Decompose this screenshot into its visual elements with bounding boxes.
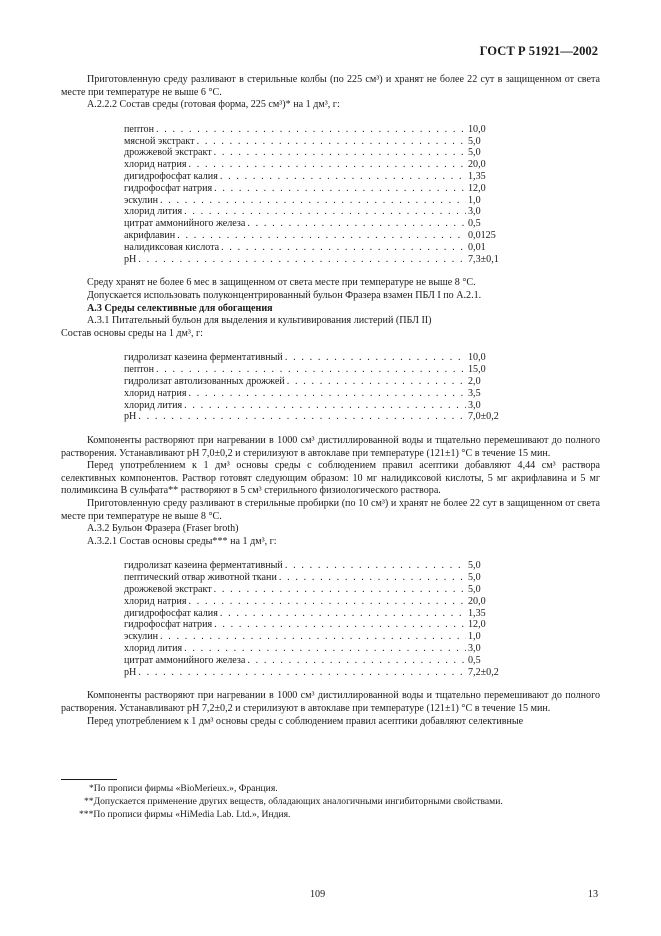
dot-leader [247, 655, 466, 668]
ingredient-amount: 5,0 [468, 560, 481, 572]
dot-leader [177, 230, 466, 243]
paragraph: Допускается использовать полуконцентрированный бульон Фразера взамен ПБЛ I по А.2.1. [87, 289, 482, 301]
dot-leader [214, 584, 466, 597]
dot-leader [197, 136, 466, 149]
ingredient-amount: 7,3±0,1 [468, 253, 499, 265]
dot-leader [160, 195, 466, 208]
ingredient-amount: 1,0 [468, 631, 481, 643]
dot-leader [189, 388, 467, 401]
ingredient-name: пептон [124, 123, 155, 135]
ingredient-amount: 3,0 [468, 643, 481, 655]
ingredient-name: гидролизат казеина ферментативный [124, 352, 283, 364]
composition-table-1 [124, 124, 520, 266]
composition-row [124, 254, 520, 266]
ingredient-amount: 0,01 [468, 241, 486, 253]
paragraph: Приготовленную среду разливают в стерильные колбы (по 225 см³) и хранят не более 22 сут в защищенном от света месте при температуре не выше 6 °С. [61, 74, 600, 98]
ingredient-amount: 5,0 [468, 135, 481, 147]
composition-row [124, 376, 520, 388]
composition-row [124, 655, 520, 667]
footnote-divider [61, 779, 117, 780]
ingredient-name: гидрофосфат натрия [124, 619, 213, 631]
ingredient-name: эскулин [124, 194, 159, 206]
ingredient-name: рН [124, 411, 137, 423]
paragraph: Компоненты растворяют при нагревании в 1000 см³ дистиллированной воды и тщательно перемешивают до полного растворения. Устанавливают рН 7,2±0,2 и стерилизуют в автоклаве при температуре (121±1) °С в течение 15 мин. [61, 690, 600, 714]
document-header: ГОСТ Р 51921—2002 [479, 44, 598, 58]
ingredient-amount: 10,0 [468, 123, 486, 135]
composition-row [124, 136, 520, 148]
composition-row [124, 560, 520, 572]
dot-leader [214, 619, 466, 632]
composition-row [124, 572, 520, 584]
composition-row [124, 619, 520, 631]
ingredient-amount: 5,0 [468, 147, 481, 159]
ingredient-amount: 20,0 [468, 159, 486, 171]
dot-leader [285, 560, 466, 573]
paragraph: А.2.2.2 Состав среды (готовая форма, 225 см³)* на 1 дм³, г: [87, 99, 340, 111]
ingredient-name: гидрофосфат натрия [124, 182, 213, 194]
dot-leader [221, 242, 466, 255]
composition-row [124, 667, 520, 679]
composition-row [124, 388, 520, 400]
page-number-center: 109 [310, 889, 326, 900]
composition-row [124, 206, 520, 218]
paragraph: Состав основы среды на 1 дм³, г: [61, 327, 203, 339]
ingredient-name: пептический отвар животной ткани [124, 572, 277, 584]
composition-row [124, 218, 520, 230]
dot-leader [214, 183, 466, 196]
ingredient-name: гидролизат казеина ферментативный [124, 560, 283, 572]
dot-leader [287, 376, 466, 389]
ingredient-amount: 0,5 [468, 654, 481, 666]
ingredient-amount: 12,0 [468, 619, 486, 631]
ingredient-amount: 5,0 [468, 584, 481, 596]
composition-row [124, 147, 520, 159]
dot-leader [160, 631, 466, 644]
ingredient-amount: 0,0125 [468, 229, 496, 241]
ingredient-name: акрифлавин [124, 229, 176, 241]
ingredient-name: пептон [124, 364, 155, 376]
document-body [61, 74, 600, 728]
dot-leader [184, 400, 466, 413]
dot-leader [247, 218, 466, 231]
footnote: *По прописи фирмы «BioMerieux.», Франция. [89, 783, 278, 794]
ingredient-amount: 10,0 [468, 352, 486, 364]
composition-row [124, 643, 520, 655]
dot-leader [138, 411, 466, 424]
ingredient-name: дигидрофосфат калия [124, 607, 218, 619]
ingredient-amount: 20,0 [468, 595, 486, 607]
dot-leader [189, 596, 467, 609]
dot-leader [156, 364, 466, 377]
paragraph: Перед употреблением к 1 дм³ основы среды с соблюдением правил асептики добавляют 4,44 см³ раствора селективных компонентов. Раствор готовят следующим образом: 10 мг налидиксовой кислоты, 5 мг акрифлавина и 5 мг полимиксина В сульфата** растворяют в 5 см³ стерильного физиологического раствора. [61, 460, 600, 497]
ingredient-name: хлорид натрия [124, 387, 187, 399]
dot-leader [220, 171, 466, 184]
composition-row [124, 195, 520, 207]
paragraph: Перед употреблением к 1 дм³ основы среды с соблюдением правил асептики добавляют селективные [87, 715, 524, 727]
composition-row [124, 631, 520, 643]
ingredient-name: хлорид лития [124, 399, 183, 411]
paragraph: Приготовленную среду разливают в стерильные пробирки (по 10 см³) и хранят не более 22 сут в защищенном от света месте при температуре не выше 8 °С. [61, 498, 600, 522]
ingredient-amount: 5,0 [468, 572, 481, 584]
composition-row [124, 364, 520, 376]
composition-row [124, 400, 520, 412]
dot-leader [138, 254, 466, 267]
page-number-right: 13 [587, 889, 598, 900]
composition-row [124, 171, 520, 183]
ingredient-amount: 7,2±0,2 [468, 666, 499, 678]
ingredient-name: эскулин [124, 631, 159, 643]
ingredient-name: хлорид лития [124, 206, 183, 218]
ingredient-amount: 1,0 [468, 194, 481, 206]
ingredient-amount: 1,35 [468, 170, 486, 182]
dot-leader [184, 206, 466, 219]
ingredient-amount: 15,0 [468, 364, 486, 376]
ingredient-name: рН [124, 253, 137, 265]
ingredient-amount: 1,35 [468, 607, 486, 619]
ingredient-name: цитрат аммонийного железа [124, 218, 246, 230]
ingredient-name: хлорид натрия [124, 595, 187, 607]
section-heading: А.3 Среды селективные для обогащения [87, 302, 273, 314]
composition-row [124, 596, 520, 608]
ingredient-name: хлорид лития [124, 643, 183, 655]
footnote: **Допускается применение других веществ, обладающих аналогичными ингибиторными свойствами. [84, 796, 503, 807]
paragraph: А.3.1 Питательный бульон для выделения и культивирования листерий (ПБЛ II) [87, 315, 432, 327]
paragraph: Среду хранят не более 6 мес в защищенном от света месте при температуре не выше 8 °С. [87, 277, 476, 289]
ingredient-name: дрожжевой экстракт [124, 147, 212, 159]
dot-leader [156, 124, 466, 137]
paragraph: Компоненты растворяют при нагревании в 1000 см³ дистиллированной воды и тщательно перемешивают до полного растворения. Устанавливают рН 7,0±0,2 и стерилизуют в автоклаве при температуре (121±1) °С в течение 15 мин. [61, 435, 600, 459]
composition-row [124, 124, 520, 136]
ingredient-amount: 0,5 [468, 218, 481, 230]
ingredient-amount: 7,0±0,2 [468, 411, 499, 423]
composition-row [124, 608, 520, 620]
composition-row [124, 411, 520, 423]
dot-leader [189, 159, 467, 172]
composition-row [124, 242, 520, 254]
footnote: ***По прописи фирмы «HiMedia Lab. Ltd.», Индия. [79, 809, 291, 820]
composition-row [124, 183, 520, 195]
dot-leader [220, 608, 466, 621]
paragraph: А.3.2.1 Состав основы среды*** на 1 дм³, г: [87, 535, 277, 547]
ingredient-name: хлорид натрия [124, 159, 187, 171]
ingredient-name: мясной экстракт [124, 135, 195, 147]
composition-row [124, 230, 520, 242]
composition-row [124, 352, 520, 364]
composition-table-2 [124, 352, 520, 423]
ingredient-name: налидиксовая кислота [124, 241, 220, 253]
dot-leader [285, 352, 466, 365]
ingredient-amount: 2,0 [468, 375, 481, 387]
ingredient-name: гидролизат автолизованных дрожжей [124, 375, 285, 387]
composition-row [124, 584, 520, 596]
ingredient-name: рН [124, 666, 137, 678]
ingredient-amount: 3,0 [468, 206, 481, 218]
ingredient-amount: 12,0 [468, 182, 486, 194]
composition-row [124, 159, 520, 171]
ingredient-name: дрожжевой экстракт [124, 584, 212, 596]
composition-table-3 [124, 560, 520, 678]
ingredient-amount: 3,0 [468, 399, 481, 411]
dot-leader [214, 147, 466, 160]
paragraph: А.3.2 Бульон Фразера (Fraser broth) [87, 523, 239, 535]
dot-leader [184, 643, 466, 656]
dot-leader [279, 572, 466, 585]
ingredient-name: дигидрофосфат калия [124, 170, 218, 182]
ingredient-amount: 3,5 [468, 387, 481, 399]
dot-leader [138, 667, 466, 680]
ingredient-name: цитрат аммонийного железа [124, 654, 246, 666]
